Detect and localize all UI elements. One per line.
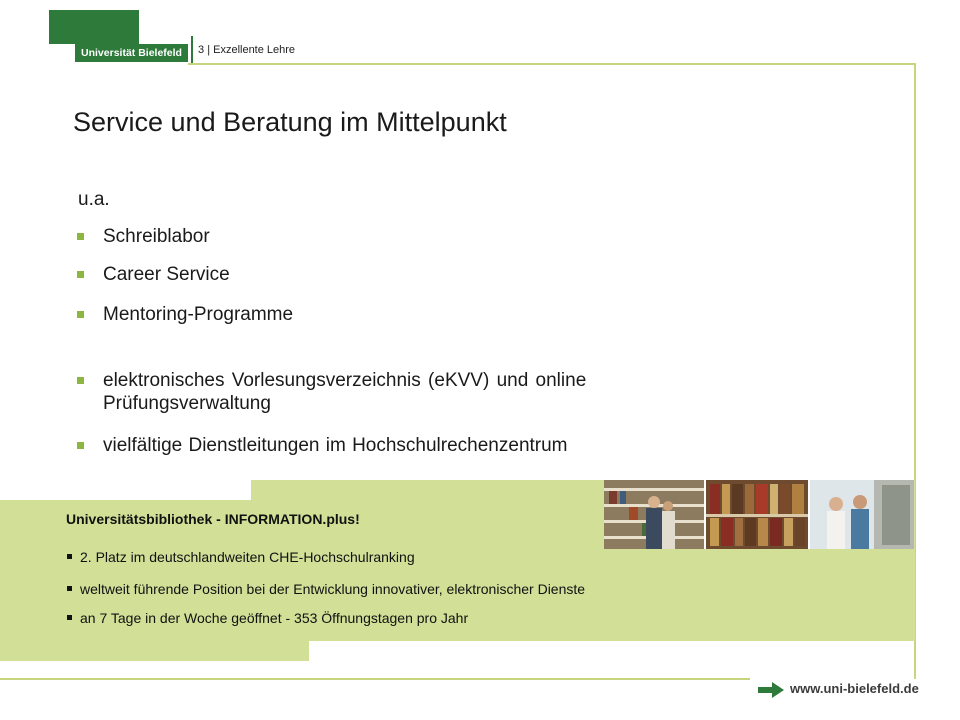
- website-url[interactable]: www.uni-bielefeld.de: [790, 681, 919, 696]
- bullet-square-icon: [77, 442, 84, 449]
- library-list-item: 2. Platz im deutschlandweiten CHE-Hochschulranking: [67, 549, 415, 565]
- list-item: elektronisches Vorlesungsverzeichnis (eKVV) und online Prüfungsverwaltung: [77, 369, 717, 415]
- university-logo: [42, 8, 188, 62]
- section-name: Exzellente Lehre: [213, 44, 296, 56]
- logo-text: Universität Bielefeld: [75, 44, 188, 62]
- bullet-square-icon: [77, 233, 84, 240]
- page-number: 3: [198, 44, 205, 56]
- frame-top-line: [188, 63, 916, 65]
- library-photo: [604, 480, 914, 549]
- library-panel-bottom: [0, 639, 309, 661]
- header-divider: [191, 36, 193, 63]
- website-link[interactable]: [758, 679, 918, 699]
- bullet-square-icon: [67, 615, 72, 620]
- logo-green-block: [49, 10, 139, 44]
- library-list-item: weltweit führende Position bei der Entwicklung innovativer, elektronischer Dienste: [67, 581, 585, 597]
- list-item: Schreiblabor: [77, 225, 210, 248]
- library-list-item: an 7 Tage in der Woche geöffnet - 353 Öffnungstagen pro Jahr: [67, 610, 468, 626]
- bullet-square-icon: [77, 377, 84, 384]
- list-item: Mentoring-Programme: [77, 303, 293, 326]
- library-title: Universitätsbibliothek - INFORMATION.plus!: [66, 511, 360, 527]
- intro-text: u.a.: [78, 189, 110, 210]
- arrow-right-icon: [758, 682, 784, 698]
- list-item: vielfältige Dienstleitungen im Hochschulrechenzentrum: [77, 434, 568, 457]
- frame-bottom-line: [0, 678, 750, 680]
- list-item: Career Service: [77, 263, 230, 286]
- slide-title: Service und Beratung im Mittelpunkt: [73, 107, 507, 137]
- bullet-square-icon: [67, 554, 72, 559]
- bullet-square-icon: [77, 271, 84, 278]
- bullet-square-icon: [67, 586, 72, 591]
- page-separator: |: [207, 44, 211, 56]
- page-info: [198, 44, 295, 56]
- bullet-square-icon: [77, 311, 84, 318]
